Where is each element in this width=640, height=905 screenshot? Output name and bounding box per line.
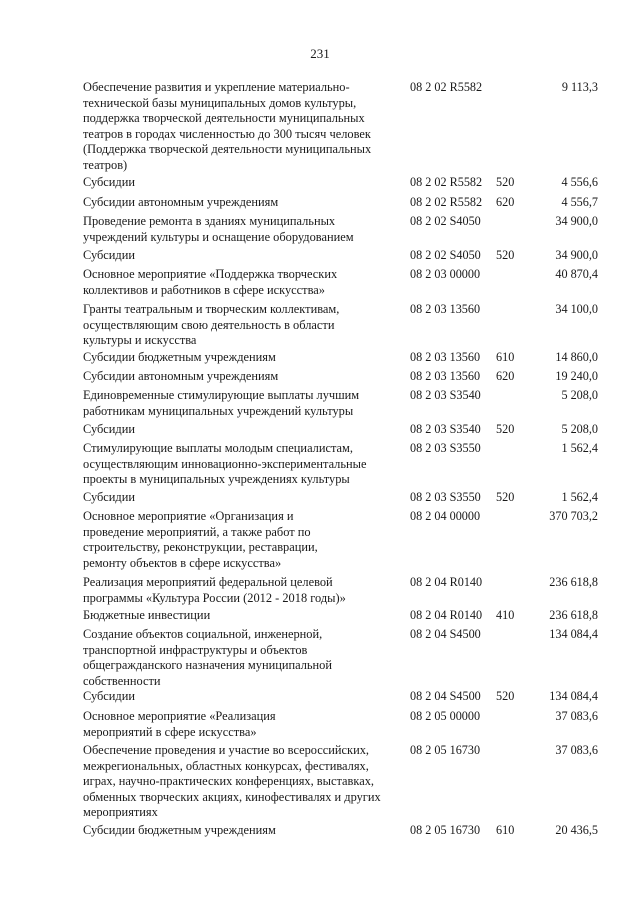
- row-expense-type: 520: [496, 248, 515, 262]
- row-amount: 370 703,2: [549, 509, 598, 523]
- row-amount: 1 562,4: [561, 490, 598, 504]
- row-expense-type: 620: [496, 195, 515, 209]
- row-amount: 236 618,8: [549, 575, 598, 589]
- row-description: Субсидии: [83, 175, 135, 189]
- row-expense-type: 520: [496, 175, 515, 189]
- row-target-code: 08 2 04 S4500: [410, 627, 481, 641]
- row-target-code: 08 2 02 S4050: [410, 248, 481, 262]
- row-description: Бюджетные инвестиции: [83, 608, 211, 622]
- row-expense-type: 620: [496, 369, 515, 383]
- row-description: Субсидии автономным учреждениям: [83, 195, 279, 209]
- row-target-code: 08 2 03 00000: [410, 267, 481, 281]
- row-description: Основное мероприятие «Организация и проведение мероприятий, а также работ по строительству, реконструкции, реставрации, ремонту объектов в сфере искусства»: [83, 509, 318, 570]
- row-amount: 236 618,8: [549, 608, 598, 622]
- row-target-code: 08 2 05 16730: [410, 743, 481, 757]
- row-amount: 34 900,0: [555, 214, 598, 228]
- row-target-code: 08 2 02 R5582: [410, 175, 483, 189]
- row-amount: 20 436,5: [555, 823, 598, 837]
- row-description: Проведение ремонта в зданиях муниципальных учреждений культуры и оснащение оборудованием: [83, 214, 354, 244]
- row-description: Субсидии бюджетным учреждениям: [83, 823, 276, 837]
- row-target-code: 08 2 04 00000: [410, 509, 481, 523]
- row-description: Субсидии: [83, 422, 135, 436]
- row-amount: 34 100,0: [555, 302, 598, 316]
- row-amount: 19 240,0: [555, 369, 598, 383]
- row-target-code: 08 2 03 13560: [410, 369, 481, 383]
- row-amount: 37 083,6: [555, 709, 598, 723]
- row-amount: 40 870,4: [555, 267, 598, 281]
- row-amount: 37 083,6: [555, 743, 598, 757]
- row-description: Создание объектов социальной, инженерной, транспортной инфраструктуры и объектов общегражданского назначения муниципальной собственности: [83, 627, 333, 688]
- row-target-code: 08 2 05 16730: [410, 823, 481, 837]
- row-amount: 9 113,3: [561, 80, 598, 94]
- row-amount: 5 208,0: [561, 388, 598, 402]
- row-expense-type: 520: [496, 422, 515, 436]
- row-amount: 4 556,7: [561, 195, 598, 209]
- row-amount: 1 562,4: [561, 441, 598, 455]
- row-amount: 34 900,0: [555, 248, 598, 262]
- page-number: 231: [310, 46, 330, 61]
- row-target-code: 08 2 02 R5582: [410, 80, 483, 94]
- row-expense-type: 610: [496, 823, 515, 837]
- row-expense-type: 610: [496, 350, 515, 364]
- row-description: Единовременные стимулирующие выплаты лучшим работникам муниципальных учреждений культуры: [83, 388, 360, 418]
- row-target-code: 08 2 05 00000: [410, 709, 481, 723]
- row-target-code: 08 2 03 S3550: [410, 441, 481, 455]
- row-target-code: 08 2 03 S3540: [410, 422, 481, 436]
- row-expense-type: 520: [496, 490, 515, 504]
- row-target-code: 08 2 02 S4050: [410, 214, 481, 228]
- row-description: Стимулирующие выплаты молодым специалистам, осуществляющим инновационно-экспериментальные проекты в муниципальных учреждениях культуры: [83, 441, 367, 487]
- row-expense-type: 410: [496, 608, 515, 622]
- row-description: Обеспечение развития и укрепление материально- технической базы муниципальных домов культуры, поддержка творческой деятельности муниципальных театров в городах численностью до 300 тысяч человек (Поддержка творческой деятельности муниципальных театров): [83, 80, 372, 172]
- row-amount: 5 208,0: [561, 422, 598, 436]
- row-amount: 4 556,6: [561, 175, 598, 189]
- row-description: Субсидии: [83, 689, 135, 703]
- row-description: Субсидии: [83, 248, 135, 262]
- row-target-code: 08 2 03 13560: [410, 350, 481, 364]
- row-amount: 14 860,0: [555, 350, 598, 364]
- row-description: Субсидии автономным учреждениям: [83, 369, 279, 383]
- row-target-code: 08 2 04 S4500: [410, 689, 481, 703]
- row-target-code: 08 2 03 13560: [410, 302, 481, 316]
- row-description: Основное мероприятие «Поддержка творческих коллективов и работников в сфере искусства»: [83, 267, 338, 297]
- row-target-code: 08 2 04 R0140: [410, 575, 483, 589]
- row-target-code: 08 2 03 S3550: [410, 490, 481, 504]
- row-amount: 134 084,4: [549, 627, 598, 641]
- row-description: Гранты театральным и творческим коллективам, осуществляющим свою деятельность в области культуры и искусства: [83, 302, 340, 348]
- row-description: Реализация мероприятий федеральной целевой программы «Культура России (2012 - 2018 годы)»: [83, 575, 346, 605]
- row-description: Субсидии: [83, 490, 135, 504]
- row-target-code: 08 2 03 S3540: [410, 388, 481, 402]
- row-description: Основное мероприятие «Реализация мероприятий в сфере искусства»: [83, 709, 276, 739]
- row-description: Обеспечение проведения и участие во всероссийских, межрегиональных, областных конкурсах, фестивалях, играх, научно-практических конференциях, выставках, обменных творческих акциях, кинофестивалях и других мероприятиях: [83, 743, 381, 820]
- row-target-code: 08 2 04 R0140: [410, 608, 483, 622]
- row-expense-type: 520: [496, 689, 515, 703]
- row-description: Субсидии бюджетным учреждениям: [83, 350, 276, 364]
- row-amount: 134 084,4: [549, 689, 598, 703]
- row-target-code: 08 2 02 R5582: [410, 195, 483, 209]
